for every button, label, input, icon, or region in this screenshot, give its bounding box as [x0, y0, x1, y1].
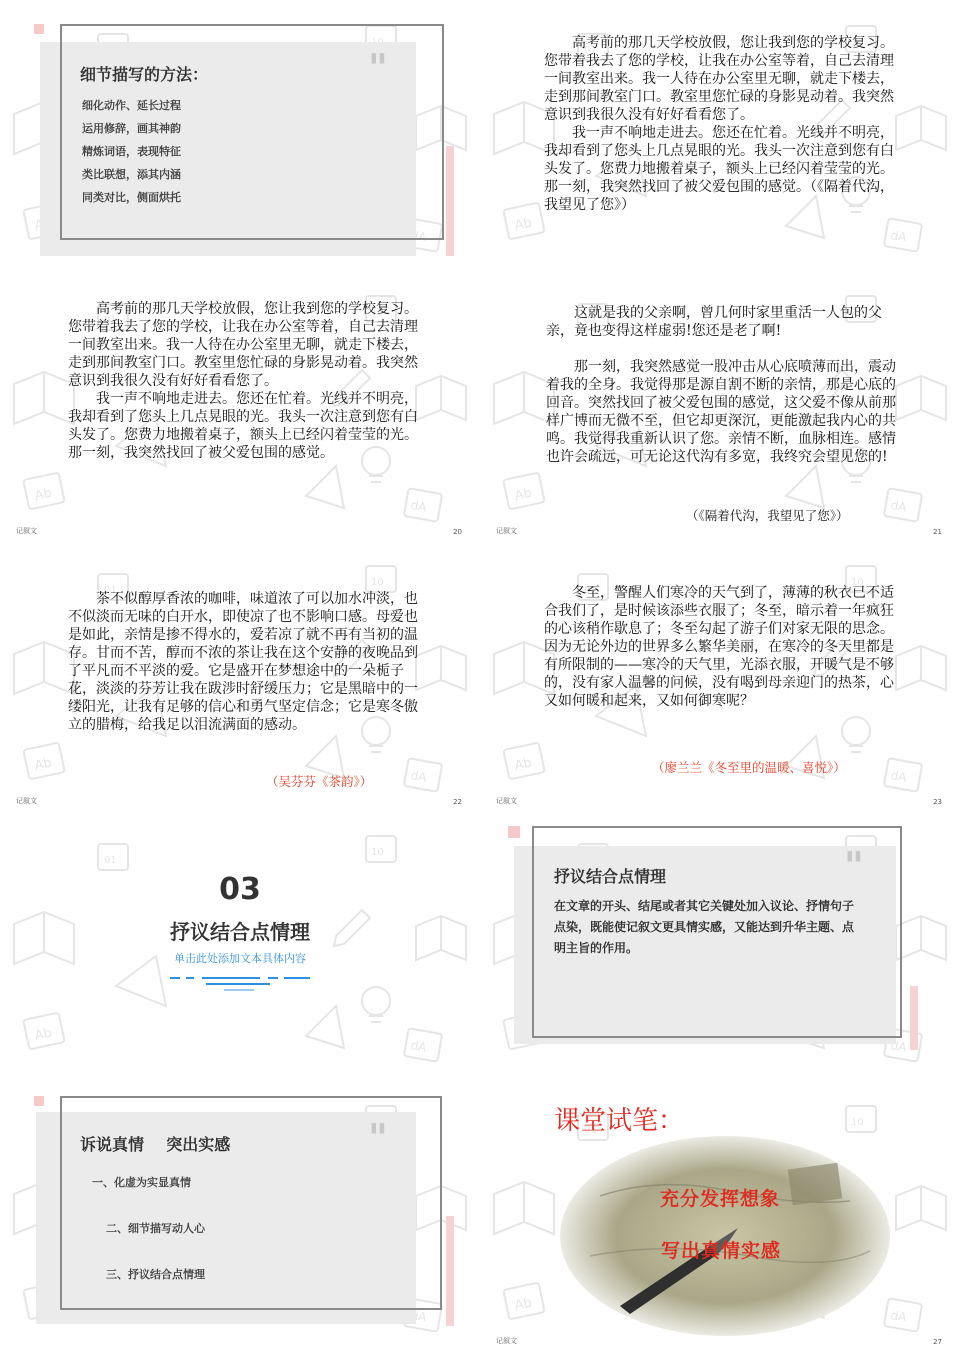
slide-reasoning-method — [486, 816, 954, 1080]
slide-excerpt-tea — [6, 546, 474, 810]
quote-mark-icon: " — [368, 46, 388, 90]
method-item: 精炼词语，表现特征 — [82, 145, 181, 158]
paragraph: 那一刻，我突然感觉一股冲击从心底喷薄而出，震动着我的全身。我觉得那是源自割不断的亲情，那是心底的回音。突然找回了被父爱包围的感觉，这父爱不像从前那样广博而无微不至，但它却更深沉，更能激起我内心的共鸣。我觉得我重新认识了您。亲情不断，血脉相连。感情也许会疏远，可无论这代沟有多宽，我终究会望见您的! — [546, 359, 896, 465]
pink-square-decoration — [34, 1096, 44, 1106]
footer-label: 记叙文 — [496, 797, 517, 805]
slide-detail-methods — [6, 6, 474, 270]
paragraph: 这就是我的父亲啊，曾几何时家里重活一人包的父亲，竟也变得这样虚弱!您还是老了啊! — [546, 305, 882, 339]
excerpt-text — [68, 590, 420, 734]
slide-title: 细节描写的方法： — [80, 65, 209, 84]
slide-summary — [6, 1086, 474, 1350]
paragraph: 茶不似醇厚香浓的咖啡，味道浓了可以加水冲淡，也不似淡而无味的白开水，即使凉了也不影响口感。母爱也是如此，亲情是掺不得水的，爱若凉了就不再有当初的温存。甘而不苦，醇而不浓的茶让我在这个安静的夜晚品到了平凡而不平淡的爱。它是盛开在梦想途中的一朵栀子花，淡淡的芬芳让我在跋涉时舒缓压力；它是黑暗中的一缕阳光，让我有足够的信心和勇气坚定信念；它是寒冬傲立的腊梅，给我足以泪流满面的感动。 — [68, 591, 418, 733]
page-number: 20 — [453, 528, 462, 536]
footer-label: 记叙文 — [496, 527, 517, 535]
prompt-line-2: 写出真情实感 — [660, 1240, 781, 1262]
footer-label: 记叙文 — [16, 797, 37, 805]
doodle-background — [6, 816, 474, 1080]
summary-item: 三、抒议结合点情理 — [106, 1268, 205, 1281]
decorative-dash-lines — [170, 970, 310, 996]
paragraph: 我一声不响地走进去。您还在忙着。光线并不明亮，我却看到了您头上几点晃眼的光。我头一次注意到您有白头发了。您费力地搬着桌子，额头上已经闪着莹莹的光。那一刻，我突然找回了被父爱包围的感觉。 — [68, 391, 418, 461]
slide-title: 课堂试笔： — [554, 1106, 685, 1136]
paragraph: 高考前的那几天学校放假，您让我到您的学校复习。您带着我去了您的学校，让我在办公室等着，自己去清理一间教室出来。我一人待在办公室里无聊，就走下楼去，走到那间教室门口。教室里您忙碌的身影晃动着。我突然意识到我很久没有好好看看您了。 — [68, 301, 418, 389]
slide-section-03 — [6, 816, 474, 1080]
slide-body: 在文章的开头、结尾或者其它关键处加入议论、抒情句子点染，既能使记叙文更具情实感，又能达到升华主题、点明主旨的作用。 — [554, 899, 855, 955]
source-caption: （吴芬芬《茶韵》） — [266, 774, 373, 789]
footer-label: 记叙文 — [496, 1337, 517, 1345]
pink-bar-decoration — [910, 986, 918, 1050]
pink-square-decoration — [34, 24, 44, 34]
excerpt-text — [68, 300, 422, 462]
paragraph: 我一声不响地走进去。您还在忙着。光线并不明亮，我却看到了您头上几点晃眼的光。我头一次注意到您有白头发了。您费力地搬着桌子，额头上已经闪着莹莹的光。那一刻，我突然找回了被父爱包围的感觉。（《隔着代沟，我望见了您》） — [544, 125, 894, 213]
method-list — [82, 94, 181, 209]
paragraph: 冬至，警醒人们寒冷的天气到了，薄薄的秋衣已不适合我们了，是时候该添些衣服了；冬至，暗示着一年疯狂的心该稍作歇息了；冬至勾起了游子们对家无限的思念。因为无论外边的世界多么繁华美丽，在寒冷的冬天里都是有所限制的——寒冷的天气里，光添衣服，开暖气是不够的，没有家人温馨的问候，没有喝到母亲迎门的热茶，心又如何暖和起来，又如何御寒呢？ — [544, 585, 894, 709]
source-caption: （廖兰兰《冬至里的温暖、喜悦》） — [652, 760, 846, 775]
slide-writing-practice — [486, 1086, 954, 1350]
section-title: 抒议结合点情理 — [170, 920, 310, 944]
slide-excerpt-father-1 — [486, 6, 954, 270]
slide-excerpt-father-2 — [6, 276, 474, 540]
method-item: 细化动作、延长过程 — [82, 99, 181, 112]
pink-bar-decoration — [446, 1216, 454, 1326]
section-number: 03 — [219, 872, 261, 907]
method-item: 类比联想，添其内涵 — [82, 168, 181, 181]
footer-label: 记叙文 — [16, 527, 37, 535]
method-item: 同类对比，侧面烘托 — [82, 191, 181, 204]
slide-title: 抒议结合点情理 — [554, 867, 667, 886]
prompt-line-1: 充分发挥想象 — [659, 1188, 780, 1210]
method-item: 运用修辞，画其神韵 — [82, 122, 181, 135]
page-number: 23 — [933, 798, 942, 806]
pink-square-decoration — [508, 826, 520, 838]
excerpt-text — [546, 304, 896, 466]
pink-bar-decoration — [446, 146, 454, 256]
slide-excerpt-winter — [486, 546, 954, 810]
excerpt-text — [544, 34, 898, 214]
slide-excerpt-father-3 — [486, 276, 954, 540]
paragraph: 高考前的那几天学校放假，您让我到您的学校复习。您带着我去了您的学校，让我在办公室等着，自己去清理一间教室出来。我一人待在办公室里无聊，就走下楼去，走到那间教室门口。教室里您忙碌的身影晃动着。我突然意识到我很久没有好好看看您了。 — [544, 35, 894, 123]
slide-title: 诉说真情 突出实感 — [80, 1135, 231, 1154]
section-subtitle: 单击此处添加文本具体内容 — [174, 952, 306, 965]
excerpt-text — [544, 584, 894, 710]
source-caption: （《隔着代沟，我望见了您》） — [686, 508, 849, 523]
page-number: 22 — [453, 798, 462, 806]
quote-mark-icon: " — [368, 1116, 388, 1160]
summary-item: 二、细节描写动人心 — [106, 1222, 205, 1235]
summary-item: 一、化虚为实显真情 — [92, 1176, 191, 1189]
quote-mark-icon: " — [844, 844, 864, 888]
page-number: 21 — [933, 528, 942, 536]
page-number: 27 — [933, 1338, 942, 1346]
